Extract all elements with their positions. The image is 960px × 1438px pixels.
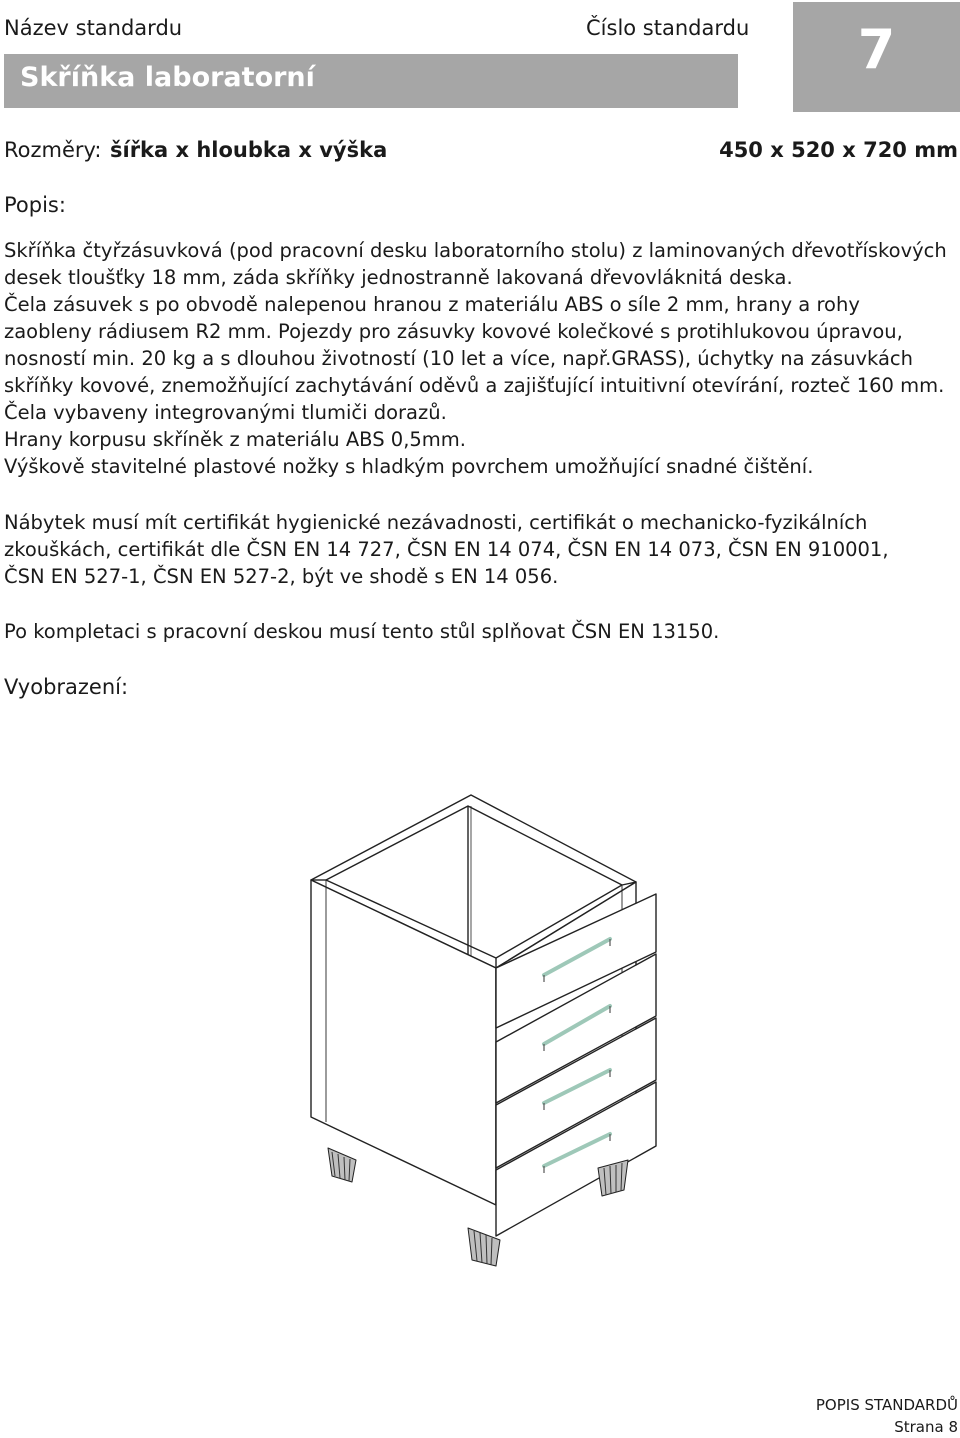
description-line: Výškově stavitelné plastové nožky s hladkým povrchem umožňující snadné čištění. xyxy=(4,455,814,478)
standard-number: 7 xyxy=(857,18,896,81)
standard-number-label: Číslo standardu xyxy=(586,16,750,40)
cabinet-illustration xyxy=(300,788,660,1278)
page-title: Skříňka laboratorní xyxy=(20,62,315,93)
standard-name-label: Název standardu xyxy=(4,16,183,40)
description-line: zaobleny rádiusem R2 mm. Pojezdy pro zásuvky kovové kolečkové s protihlukovou úpravou, xyxy=(4,320,903,343)
footer-page-number: Strana 8 xyxy=(894,1418,958,1436)
description-label: Popis: xyxy=(4,193,66,217)
description-line: Hrany korpusu skříněk z materiálu ABS 0,5mm. xyxy=(4,428,466,451)
standard-number-box xyxy=(793,2,960,112)
image-label: Vyobrazení: xyxy=(4,675,129,699)
certificate-paragraph xyxy=(4,509,960,590)
completion-paragraph xyxy=(4,618,960,645)
description-line: Čela zásuvek s po obvodě nalepenou hranou z materiálu ABS o síle 2 mm, hrany a rohy xyxy=(4,293,860,316)
description-line: Skříňka čtyřzásuvková (pod pracovní desku laboratorního stolu) z laminovaných dřevotřískových xyxy=(4,239,947,262)
dimensions-value: 450 x 520 x 720 mm xyxy=(719,138,958,162)
footer-doc-label: POPIS STANDARDŮ xyxy=(815,1396,958,1414)
description-line: desek tloušťky 18 mm, záda skříňky jednostranně lakovaná dřevovláknitá deska. xyxy=(4,266,793,289)
dimensions-label: Rozměry: xyxy=(4,138,102,162)
completion-line: Po kompletaci s pracovní deskou musí tento stůl splňovat ČSN EN 13150. xyxy=(4,620,720,643)
description-line: skříňky kovové, znemožňující zachytávání oděvů a zajišťující intuitivní otevírání, rozteč 160 mm. xyxy=(4,374,945,397)
certificate-line: Nábytek musí mít certifikát hygienické nezávadnosti, certifikát o mechanicko-fyzikálních xyxy=(4,511,868,534)
description-line: nosností min. 20 kg a s dlouhou životností (10 let a více, např.GRASS), úchytky na zásuvkách xyxy=(4,347,913,370)
description-paragraph xyxy=(4,237,960,480)
dimensions-description: šířka x hloubka x výška xyxy=(110,138,388,162)
certificate-line: zkouškách, certifikát dle ČSN EN 14 727, ČSN EN 14 074, ČSN EN 14 073, ČSN EN 910001, xyxy=(4,538,889,561)
description-line: Čela vybaveny integrovanými tlumiči dorazů. xyxy=(4,401,447,424)
certificate-line: ČSN EN 527-1, ČSN EN 527-2, být ve shodě s EN 14 056. xyxy=(4,565,559,588)
title-bar xyxy=(4,54,738,108)
